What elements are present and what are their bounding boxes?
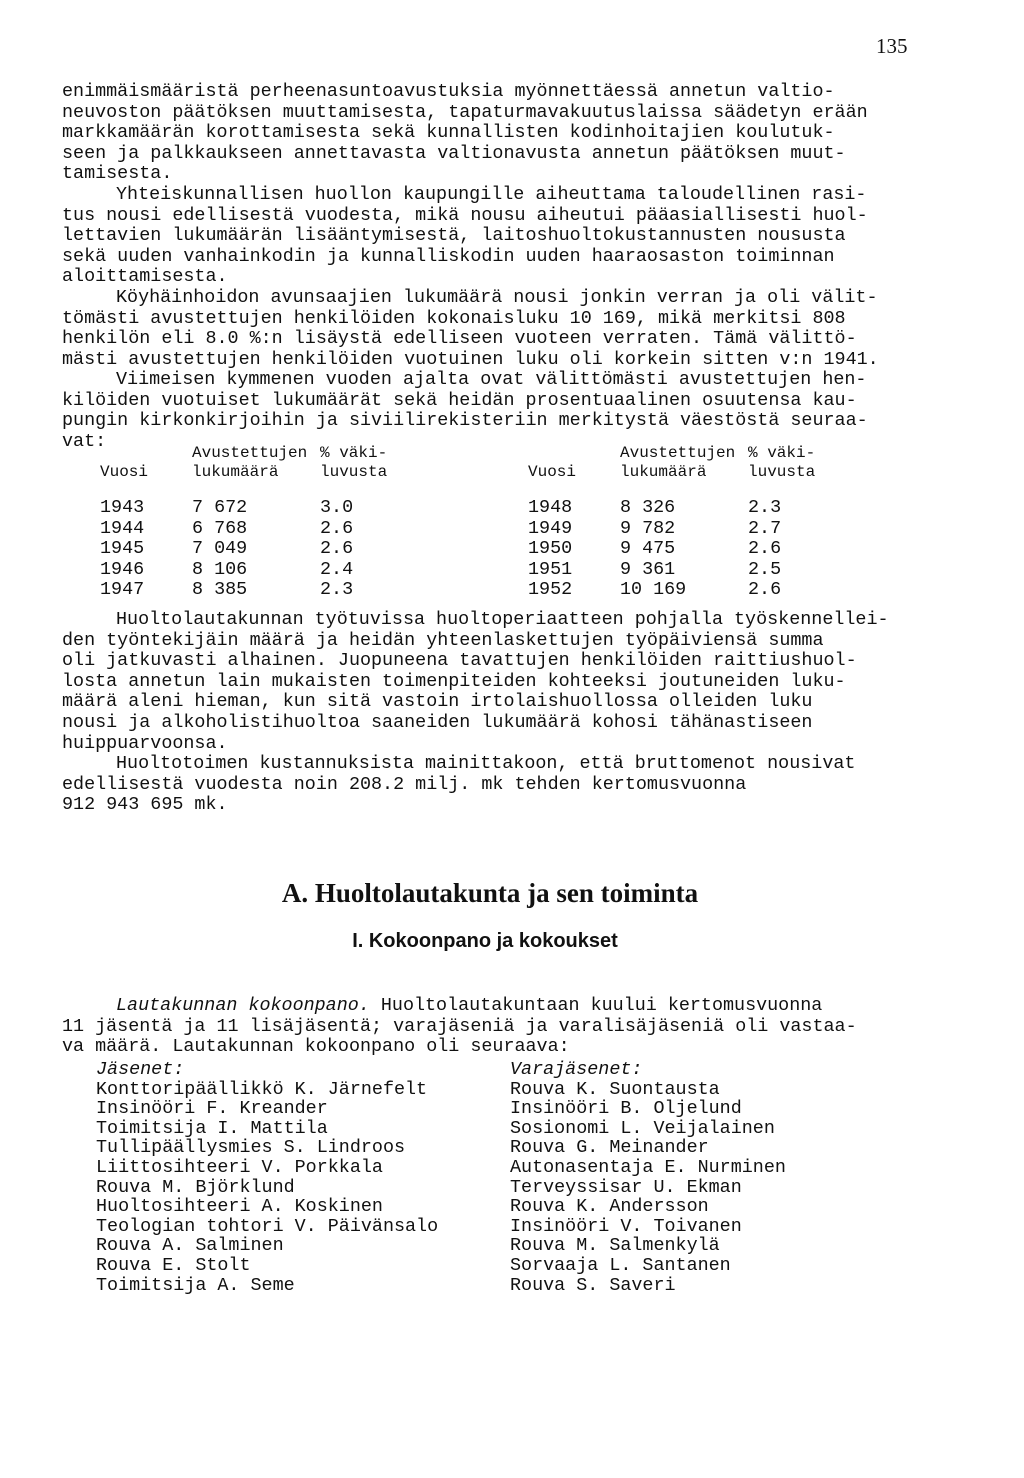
text-line: Huoltolautakunnan työtuvissa huoltoperiaatteen pohjalla työskennellei- bbox=[116, 609, 889, 630]
list-item: Rouva M. Salmenkylä bbox=[510, 1235, 720, 1257]
list-item: Insinööri B. Oljelund bbox=[510, 1098, 742, 1120]
text-line: mästi avustettujen henkilöiden vuotuinen luku oli korkein sitten v:n 1941. bbox=[62, 348, 879, 370]
list-item: Sorvaaja L. Santanen bbox=[510, 1254, 731, 1276]
table-cell: 1951 bbox=[528, 558, 573, 580]
table-cell: 2.4 bbox=[320, 558, 354, 580]
list-item: Rouva K. Suontausta bbox=[510, 1078, 720, 1100]
paragraph-workhouses-cont bbox=[62, 631, 942, 755]
paragraph-economic-burden bbox=[116, 185, 946, 206]
list-item: Insinööri F. Kreander bbox=[96, 1098, 328, 1120]
list-item: Rouva A. Salminen bbox=[96, 1235, 284, 1257]
text-line: den työntekijäin määrä ja heidän yhteenlaskettujen työpäiviensä summa bbox=[62, 629, 824, 651]
paragraph-economic-burden-cont bbox=[62, 206, 942, 288]
list-item: Toimitsija A. Seme bbox=[96, 1274, 295, 1296]
table-header-cell: Vuosi bbox=[528, 463, 577, 481]
text-line: Viimeisen kymmenen vuoden ajalta ovat välittömästi avustettujen hen- bbox=[116, 369, 867, 390]
members-column bbox=[96, 1060, 516, 1295]
table-cell: 2.6 bbox=[748, 579, 782, 601]
list-item: Rouva K. Andersson bbox=[510, 1196, 709, 1218]
table-cell: 2.3 bbox=[320, 579, 354, 601]
list-item: Teologian tohtori V. Päivänsalo bbox=[96, 1215, 439, 1237]
table-cell: 2.6 bbox=[320, 538, 354, 560]
table-row bbox=[100, 539, 848, 560]
table-row bbox=[100, 560, 848, 581]
list-item: Rouva S. Saveri bbox=[510, 1274, 676, 1296]
list-item: Liittosihteeri V. Porkkala bbox=[96, 1156, 383, 1178]
table-cell: 9 361 bbox=[620, 558, 676, 580]
text-line: Yhteiskunnallisen huollon kaupungille aiheuttama taloudellinen rasi- bbox=[116, 184, 867, 205]
table-cell: 1952 bbox=[528, 579, 573, 601]
page-number: 135 bbox=[876, 34, 908, 58]
table-header-cell: Vuosi bbox=[100, 463, 149, 481]
members-title: Jäsenet: bbox=[96, 1059, 185, 1080]
list-item: Insinööri V. Toivanen bbox=[510, 1215, 742, 1237]
table-header-cell: % väki- bbox=[748, 444, 816, 462]
table-header-cell: lukumäärä bbox=[192, 463, 279, 481]
table-cell: 1944 bbox=[100, 517, 145, 539]
text-line: vat: bbox=[62, 430, 107, 452]
composition-text: Huoltolautakuntaan kuului kertomusvuonna bbox=[369, 995, 823, 1016]
table-cell: 1946 bbox=[100, 558, 145, 580]
text-line: 11 jäsentä ja 11 lisäjäsentä; varajäseniä ja varalisäjäseniä oli vastaa- bbox=[62, 1015, 857, 1037]
table-cell: 1950 bbox=[528, 538, 573, 560]
text-line: seen ja palkkaukseen annettavasta valtionavusta annetun päätöksen muut- bbox=[62, 142, 846, 164]
text-line: Köyhäinhoidon avunsaajien lukumäärä nousi jonkin verran ja oli välit- bbox=[116, 287, 878, 308]
table-cell: 6 768 bbox=[192, 517, 248, 539]
table-header-cell: Avustettujen bbox=[192, 444, 308, 462]
table-header-cell: luvusta bbox=[748, 463, 816, 481]
text-line: tömästi avustettujen henkilöiden kokonaisluku 10 169, mikä merkitsi 808 bbox=[62, 307, 846, 329]
text-line: enimmäismääristä perheenasuntoavustuksia myönnettäessä annetun valtio- bbox=[62, 81, 835, 102]
paragraph-costs bbox=[116, 754, 946, 775]
table-row bbox=[100, 519, 848, 540]
text-line: oli jatkuvasti alhainen. Juopuneena tavattujen henkilöiden raittiushuol- bbox=[62, 650, 857, 672]
table-cell: 7 049 bbox=[192, 538, 248, 560]
table-header-row bbox=[100, 444, 848, 463]
table-cell: 9 475 bbox=[620, 538, 676, 560]
table-row bbox=[100, 580, 848, 601]
paragraph-poor-relief bbox=[116, 288, 946, 309]
table-header-cell: lukumäärä bbox=[620, 463, 707, 481]
table-cell: 1945 bbox=[100, 538, 145, 560]
text-line: aloittamisesta. bbox=[62, 266, 228, 288]
list-item: Autonasentaja E. Nurminen bbox=[510, 1156, 786, 1178]
text-line: neuvoston päätöksen muuttamisesta, tapaturmavakuutuslaissa säädetyn erään bbox=[62, 101, 868, 123]
paragraph-decade bbox=[116, 370, 946, 391]
list-item: Terveyssisar U. Ekman bbox=[510, 1176, 742, 1198]
list-item: Sosionomi L. Veijalainen bbox=[510, 1117, 775, 1139]
list-item: Huoltosihteeri A. Koskinen bbox=[96, 1196, 383, 1218]
table-cell: 2.5 bbox=[748, 558, 782, 580]
list-item: Rouva E. Stolt bbox=[96, 1254, 251, 1276]
text-line: lettavien lukumäärän lisääntymisestä, laitoshuoltokustannusten noususta bbox=[62, 225, 846, 247]
paragraph-workhouses bbox=[116, 610, 946, 631]
subsection-heading: I. Kokoonpano ja kokoukset bbox=[352, 930, 618, 952]
section-heading: A. Huoltolautakunta ja sen toiminta bbox=[281, 878, 699, 908]
list-item: Rouva G. Meinander bbox=[510, 1137, 709, 1159]
list-item: Rouva M. Björklund bbox=[96, 1176, 295, 1198]
table-header-cell bbox=[100, 444, 192, 463]
list-item: Tullipäällysmies S. Lindroos bbox=[96, 1137, 406, 1159]
table-cell: 2.7 bbox=[748, 517, 782, 539]
deputies-title: Varajäsenet: bbox=[510, 1059, 643, 1080]
deputies-column bbox=[510, 1060, 930, 1295]
table-header-cell: luvusta bbox=[320, 463, 388, 481]
table-header-cell: % väki- bbox=[320, 444, 388, 462]
table-cell: 1948 bbox=[528, 497, 573, 518]
table-cell: 2.6 bbox=[748, 538, 782, 560]
text-line: Huoltotoimen kustannuksista mainittakoon, että bruttomenot nousivat bbox=[116, 753, 856, 774]
table-header-cell: Avustettujen bbox=[620, 444, 736, 462]
text-line: edellisestä vuodesta noin 208.2 milj. mk tehden kertomusvuonna bbox=[62, 773, 747, 795]
text-line: pungin kirkonkirjoihin ja siviilirekisteriin merkitystä väestöstä seuraa- bbox=[62, 410, 868, 432]
table-cell: 8 385 bbox=[192, 579, 248, 601]
text-line: nousi ja alkoholistihuoltoa saaneiden lukumäärä kohosi tähänastiseen bbox=[62, 711, 813, 733]
table-cell: 1943 bbox=[100, 497, 145, 518]
table-row bbox=[100, 498, 848, 519]
table-cell: 8 106 bbox=[192, 558, 248, 580]
table-cell: 8 326 bbox=[620, 497, 676, 518]
text-line bbox=[116, 996, 946, 1017]
text-line: losta annetun lain mukaisten toimenpiteiden kohteeksi joutuneiden luku- bbox=[62, 670, 846, 692]
table-cell: 10 169 bbox=[620, 579, 687, 601]
text-line: sekä uuden vanhainkodin ja kunnalliskodin uuden haaraosaston toiminnan bbox=[62, 245, 835, 267]
paragraph-poor-relief-cont bbox=[62, 309, 942, 371]
table-cell: 3.0 bbox=[320, 497, 354, 518]
text-line: tus nousi edellisestä vuodesta, mikä nousu aiheutui pääasiallisesti huol- bbox=[62, 204, 868, 226]
table-cell: 9 782 bbox=[620, 517, 676, 539]
text-line: henkilön eli 8.0 %:n lisäystä edelliseen vuoteen verraten. Tämä välittö- bbox=[62, 328, 857, 350]
text-line: va määrä. Lautakunnan kokoonpano oli seuraava: bbox=[62, 1036, 570, 1058]
intro-paragraph bbox=[62, 82, 942, 185]
text-line: 912 943 695 mk. bbox=[62, 794, 228, 816]
assisted-persons-table bbox=[100, 444, 848, 601]
text-line: tamisesta. bbox=[62, 163, 173, 185]
text-line: huippuarvoonsa. bbox=[62, 732, 228, 754]
text-line: markkamäärän korottamisesta sekä kunnallisten kodinhoitajien koulutuk- bbox=[62, 122, 835, 144]
text-line: määrä aleni hieman, kun sitä vastoin irtolaishuollossa olleiden luku bbox=[62, 691, 813, 713]
table-cell: 2.3 bbox=[748, 497, 782, 518]
composition-lead: Lautakunnan kokoonpano. bbox=[116, 995, 370, 1016]
paragraph-costs-cont bbox=[62, 775, 942, 816]
table-header-cell bbox=[528, 444, 620, 463]
list-item: Konttoripäällikkö K. Järnefelt bbox=[96, 1078, 428, 1100]
table-cell: 1947 bbox=[100, 579, 145, 601]
list-item: Toimitsija I. Mattila bbox=[96, 1117, 328, 1139]
paragraph-composition-cont bbox=[62, 1017, 942, 1058]
table-header-row bbox=[100, 463, 848, 482]
paragraph-composition bbox=[116, 996, 946, 1017]
table-cell: 1949 bbox=[528, 517, 573, 539]
table-cell: 2.6 bbox=[320, 517, 354, 539]
table-cell: 7 672 bbox=[192, 497, 248, 518]
text-line: kilöiden vuotuiset lukumäärät sekä heidän prosentuaalinen osuutensa kau- bbox=[62, 389, 857, 411]
